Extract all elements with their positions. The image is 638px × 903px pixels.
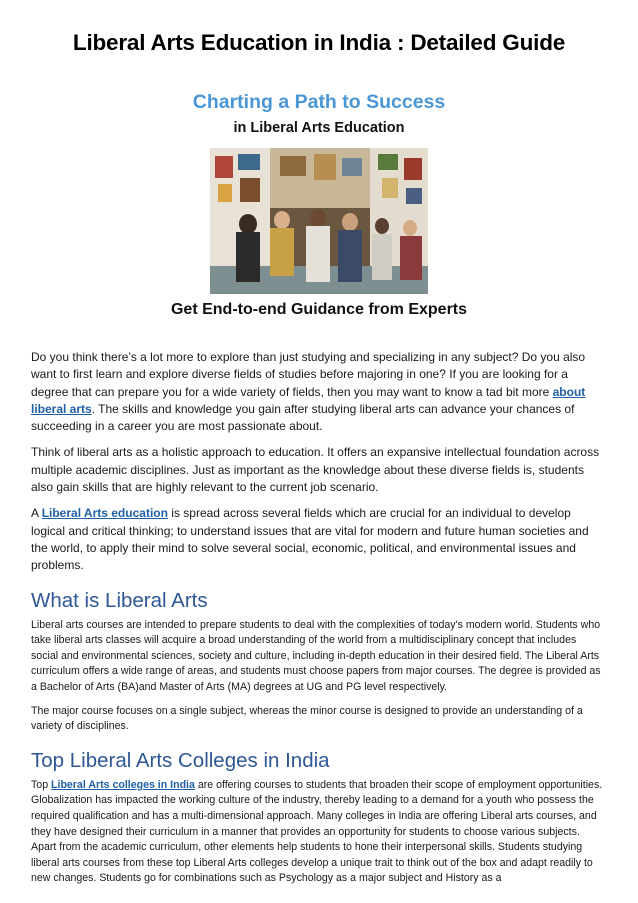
what-is-heading: What is Liberal Arts [31,588,208,612]
liberal-arts-education-link[interactable]: Liberal Arts education [41,506,168,521]
intro-p1-text: Do you think there’s a lot more to explore than just studying and specializing in any subject? Do you also want to first learn and explore diverse fields of studies before majoring in one? If you are looking for a degree that can prepare you for a wide variety of fields, then you may want to know a tad bit more [31,350,586,399]
hero-subtitle: in Liberal Arts Education [233,120,405,136]
top-colleges-paragraph [31,778,606,887]
hero-title: Charting a Path to Success [192,91,446,113]
intro-p1-tail: . The skills and knowledge you gain after studying liberal arts can advance your chances of succeeding in a career you are most passionate about. [31,401,575,434]
liberal-arts-colleges-link[interactable]: Liberal Arts colleges in India [51,778,195,791]
intro-p3-tail: is spread across several fields which are crucial for an individual to develop logical and critical thinking; to understand issues that are vital for modern and future human societies and the world, to apply their mind to solve several social, economic, political, and environmental issues and problems. [31,506,589,573]
gallery-photo-illustration [210,148,428,294]
about-liberal-arts-link[interactable]: about liberal arts [31,384,586,416]
document-title: Liberal Arts Education in India : Detailed Guide [72,30,566,55]
top-colleges-p-tail: are offering courses to students that broaden their scope of employment opportunities. Globalization has impacted the working culture of the industry, thereby leading to a demand for a youth who possess the required qualification and has a multi-dimensional approach. Many colleges in India are offering Liberal arts courses, and they have designed their curriculum in a manner that provides an opportunity for students to choose various subjects. Apart from the academic curriculum, other elements help students to hone their interpersonal skills. Students studying liberal arts courses from these top Liberal Arts colleges develop a unique trait to think out of the box and adapt readily to new changes. Students go for combinations such as Psychology as a major subject and History as a [31,778,603,885]
guidance-tagline: Get End-to-end Guidance from Experts [170,301,468,318]
top-colleges-heading: Top Liberal Arts Colleges in India [31,748,330,772]
top-colleges-p-head: Top [31,778,52,791]
what-is-paragraph-1: Liberal arts courses are intended to prepare students to deal with the complexities of today's modern world. Students who take liberal arts classes will acquire a broad understanding of the world from a multidisciplinary concept that includes social and environmental sciences, society and culture, including in-depth education in their desired field. The Liberal Arts curriculum offers a wide range of areas, and students must choose papers from major courses. The degree is provided as a Bachelor of Arts (BA)and Master of Arts (MA) degrees at UG and PG level respectively. [31,618,601,693]
intro-p3-head: A [31,506,42,521]
what-is-paragraph-2: The major course focuses on a single subject, whereas the minor course is designed to provide an understanding of a variety of disciplines. [31,704,583,733]
intro-paragraph-3 [31,505,606,574]
intro-paragraph-2: Think of liberal arts as a holistic approach to education. It offers an expansive intellectual foundation across multiple academic disciplines. Just as important as the knowledge about these diverse fields is, students also gain skills that are highly relevant to the current job scenario. [31,445,600,495]
intro-paragraph-1 [31,349,606,435]
gallery-photo [210,148,428,294]
article-body [31,349,606,895]
